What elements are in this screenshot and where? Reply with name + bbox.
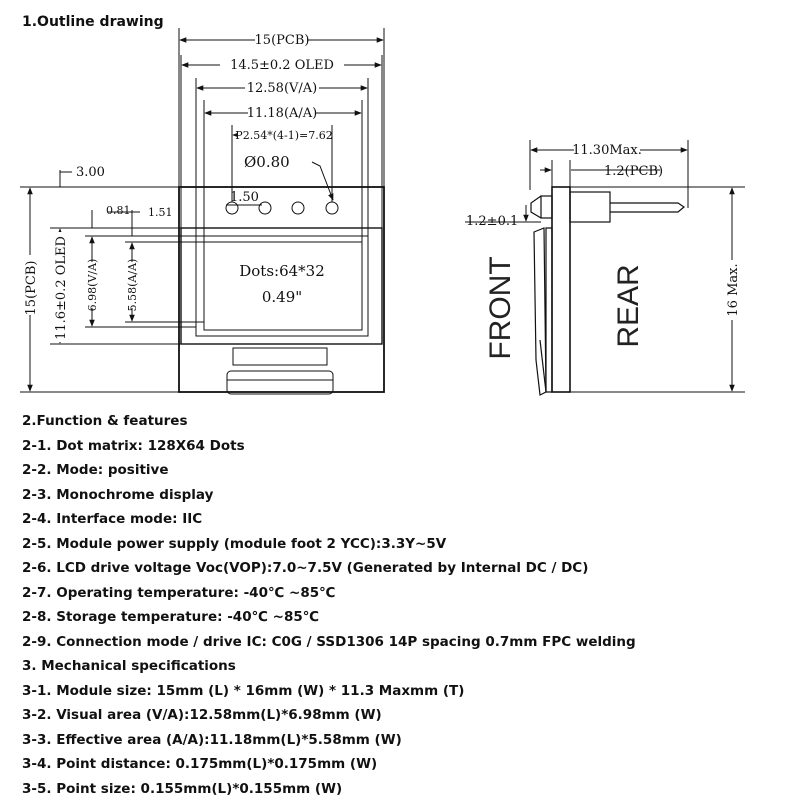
spec-line: 3-2. Visual area (V/A):12.58mm(L)*6.98mm (W)	[22, 703, 636, 728]
outline-drawing-title: 1.Outline drawing	[22, 14, 164, 30]
spec-line: 2.Function & features	[22, 409, 636, 434]
spec-line: 3. Mechanical specifications	[22, 654, 636, 679]
spec-line: 2-6. LCD drive voltage Voc(VOP):7.0~7.5V (Generated by Internal DC / DC)	[22, 556, 636, 581]
dim-pin-pitch: P2.54*(4-1)=7.62	[235, 129, 332, 142]
screen-text	[239, 262, 325, 306]
pin-hole	[259, 202, 271, 214]
dim-oled-height: 11.6±0.2 OLED	[54, 236, 69, 340]
visible-area	[196, 236, 368, 336]
oled-glass	[181, 228, 382, 344]
screen-size-label: 0.49"	[262, 288, 302, 306]
spec-line: 2-2. Mode: positive	[22, 458, 636, 483]
fpc-bottom	[227, 371, 333, 394]
screen-dots-label: Dots:64*32	[239, 262, 325, 280]
side-header	[570, 192, 610, 222]
dim-va-offset: 0.81	[106, 204, 131, 217]
side-view	[531, 187, 684, 395]
pin-hole	[292, 202, 304, 214]
side-pcb	[552, 187, 570, 392]
side-pin	[610, 203, 684, 212]
spec-line: 2-3. Monochrome display	[22, 483, 636, 508]
dim-pin-offset: 1.50	[230, 190, 259, 205]
dim-max-thickness: 11.30Max.	[572, 143, 642, 158]
side-display	[546, 228, 552, 392]
dim-oled-width: 14.5±0.2 OLED	[230, 58, 334, 73]
spec-line: 2-8. Storage temperature: -40℃ ~85℃	[22, 605, 636, 630]
spec-line: 3-1. Module size: 15mm (L) * 16mm (W) * 11.3 Maxmm (T)	[22, 679, 636, 704]
front-vertical-labels	[22, 165, 173, 342]
dim-pcb-width: 15(PCB)	[255, 33, 310, 48]
dim-aa-height: 5.58(A/A)	[126, 259, 139, 312]
dim-pcb-thickness: 1.2(PCB)	[604, 164, 663, 179]
spec-line: 3-5. Point size: 0.155mm(L)*0.155mm (W)	[22, 777, 636, 801]
active-area	[204, 242, 362, 330]
spec-line: 2-5. Module power supply (module foot 2 YCC):3.3Y~5V	[22, 532, 636, 557]
dim-pcb-height: 15(PCB)	[24, 261, 39, 316]
dim-va-width: 12.58(V/A)	[247, 81, 318, 96]
fpc-tail	[233, 348, 327, 365]
spec-line: 2-7. Operating temperature: -40℃ ~85℃	[22, 581, 636, 606]
front-label: FRONT	[484, 256, 517, 359]
spec-line: 3-4. Point distance: 0.175mm(L)*0.175mm (W)	[22, 752, 636, 777]
dim-pin-diameter: Ø0.80	[244, 153, 290, 171]
pin-hole	[326, 202, 338, 214]
spec-line: 2-1. Dot matrix: 128X64 Dots	[22, 434, 636, 459]
rear-label: REAR	[612, 264, 645, 347]
side-labels	[466, 142, 741, 360]
dim-va-height: 6.98(V/A)	[86, 259, 99, 312]
spec-line: 2-9. Connection mode / drive IC: C0G / SSD1306 14P spacing 0.7mm FPC welding	[22, 630, 636, 655]
dim-top-offset: 3.00	[76, 165, 105, 180]
spec-list	[22, 409, 636, 801]
spec-line: 3-3. Effective area (A/A):11.18mm(L)*5.58mm (W)	[22, 728, 636, 753]
dim-aa-offset: 1.51	[148, 206, 173, 219]
dim-pin-height: 1.2±0.1	[466, 214, 518, 229]
dim-max-height: 16 Max.	[726, 263, 741, 316]
dim-aa-width: 11.18(A/A)	[247, 106, 318, 121]
spec-line: 2-4. Interface mode: IIC	[22, 507, 636, 532]
